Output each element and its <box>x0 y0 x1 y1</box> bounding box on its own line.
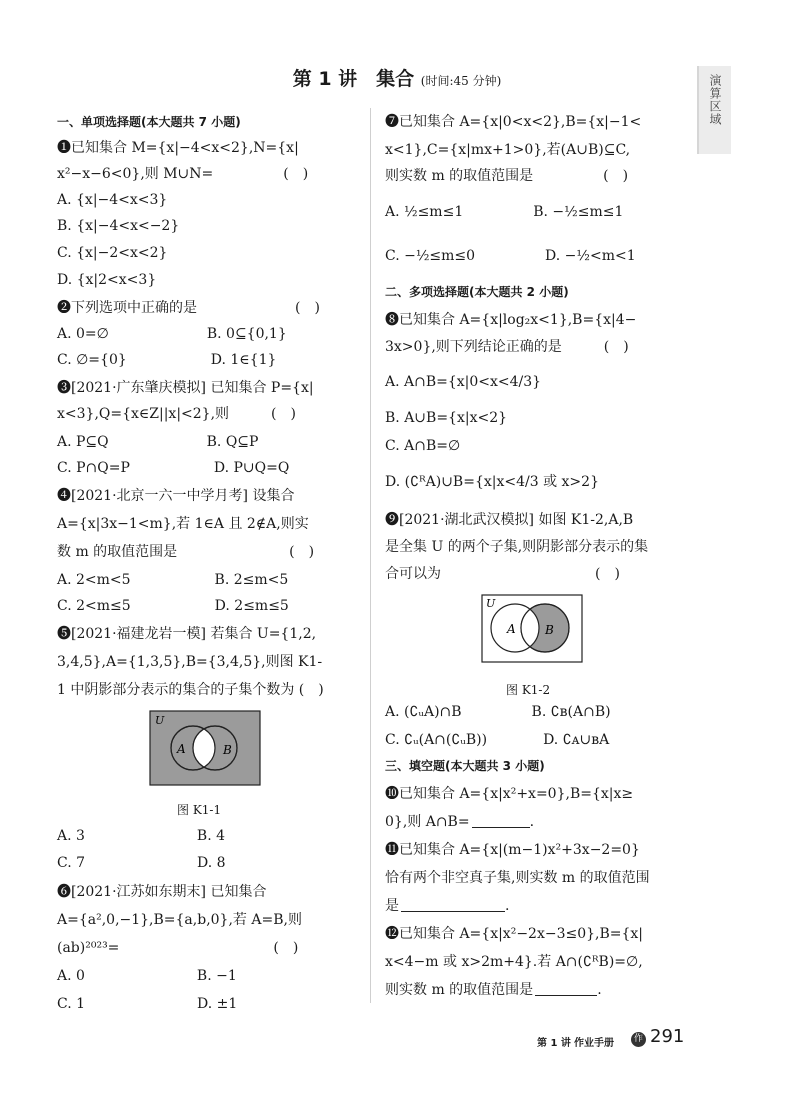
section-heading-3: 三、填空题(本大题共 3 小题) <box>385 759 545 773</box>
q5-options-cd: C. 7 D. 8 <box>57 855 226 871</box>
q6-line1: ❻[2021·江苏如东期末] 已知集合 <box>57 884 267 900</box>
q4-line2: A={x|3x−1<m},若 1∈A 且 2∉A,则实 <box>57 516 309 532</box>
label-a: A <box>177 742 186 756</box>
q9-options-cd: C. ∁ᵤ(A∩(∁ᵤB)) D. ∁ᴀ∪ʙA <box>385 732 610 748</box>
q6-options-ab: A. 0 B. −1 <box>57 968 237 984</box>
q4-options-cd: C. 2<m≤5 D. 2≤m≤5 <box>57 598 289 614</box>
q8-option-c: C. A∩B=∅ <box>385 438 461 454</box>
q10-line1: ❿已知集合 A={x|x²+x=0},B={x|x≥ <box>385 786 634 802</box>
page-title: 第 1 讲 集合 (时间:45 分钟) <box>292 68 502 90</box>
q9-line1: ❾[2021·湖北武汉模拟] 如图 K1-2,A,B <box>385 512 634 528</box>
q7-line3: 则实数 m 的取值范围是 ( ) <box>385 168 629 184</box>
q1-line1: ❶已知集合 M={x|−4<x<2},N={x| <box>57 140 299 156</box>
q5-line3: 1 中阴影部分表示的集合的子集个数为 ( ) <box>57 682 324 698</box>
label-u: U <box>486 597 496 610</box>
answer-blank[interactable] <box>472 815 530 828</box>
venn-figure-k1-1 <box>149 710 261 786</box>
q7-line1: ❼已知集合 A={x|0<x<2},B={x|−1< <box>385 114 642 130</box>
footer-lecture: 第 1 讲 <box>537 1038 571 1049</box>
q1-option-b: B. {x|−4<x<−2} <box>57 218 180 234</box>
q4-line1: ❹[2021·北京一六一中学月考] 设集合 <box>57 488 295 504</box>
q7-options-cd: C. −½≤m≤0 D. −½<m<1 <box>385 248 636 264</box>
answer-blank[interactable] <box>535 983 597 996</box>
q5-line1: ❺[2021·福建龙岩一模] 若集合 U={1,2, <box>57 626 317 642</box>
venn-figure-k1-2 <box>481 594 583 664</box>
page-subtitle: (时间:45 分钟) <box>420 74 502 88</box>
q6-line3: (ab)²⁰²³= ( ) <box>57 940 299 956</box>
label-b: B <box>223 743 232 757</box>
page-number: 291 <box>650 1026 685 1047</box>
q3-options-cd: C. P∩Q=P D. P∪Q=Q <box>57 460 290 476</box>
q10-line2: 0},则 A∩B= . <box>385 814 535 830</box>
column-divider <box>370 108 371 1003</box>
q8-line1: ❽已知集合 A={x|log₂x<1},B={x|4− <box>385 312 637 328</box>
q12-line3: 则实数 m 的取值范围是 . <box>385 982 602 998</box>
q8-option-d: D. (∁ᴿA)∪B={x|x<4/3 或 x>2} <box>385 474 599 490</box>
q4-options-ab: A. 2<m<5 B. 2≤m<5 <box>57 572 289 588</box>
q3-line1: ❸[2021·广东肇庆模拟] 已知集合 P={x| <box>57 380 314 396</box>
q11-line1: ⓫已知集合 A={x|(m−1)x²+3x−2=0} <box>385 842 640 858</box>
footer-badge: 作 <box>631 1032 646 1047</box>
answer-blank[interactable] <box>401 899 505 912</box>
figure-caption-k1-1: 图 K1-1 <box>177 803 222 817</box>
q9-line3: 合可以为 ( ) <box>385 566 620 582</box>
side-tab: 演算区域 <box>697 66 731 154</box>
q2-line1: ❷下列选项中正确的是 ( ) <box>57 300 320 316</box>
q7-line2: x<1},C={x|mx+1>0},若(A∪B)⊆C, <box>385 142 631 158</box>
q7-options-ab: A. ½≤m≤1 B. −½≤m≤1 <box>385 204 624 220</box>
q11-line3: 是 . <box>385 898 510 914</box>
q8-option-b: B. A∪B={x|x<2} <box>385 410 508 426</box>
label-u: U <box>155 714 165 727</box>
label-b: B <box>545 623 554 637</box>
q8-line2: 3x>0},则下列结论正确的是 ( ) <box>385 339 629 355</box>
q1-option-a: A. {x|−4<x<3} <box>57 192 168 208</box>
q1-option-c: C. {x|−2<x<2} <box>57 245 168 261</box>
q3-options-ab: A. P⊆Q B. Q⊆P <box>57 434 259 450</box>
q6-options-cd: C. 1 D. ±1 <box>57 996 238 1012</box>
q2-options-cd: C. ∅={0} D. 1∈{1} <box>57 352 277 368</box>
q5-options-ab: A. 3 B. 4 <box>57 828 226 844</box>
q1-line2: x²−x−6<0},则 M∪N= ( ) <box>57 166 309 182</box>
section-heading-1: 一、单项选择题(本大题共 7 小题) <box>57 115 241 129</box>
q1-option-d: D. {x|2<x<3} <box>57 272 157 288</box>
q9-options-ab: A. (∁ᵤA)∩B B. ∁ʙ(A∩B) <box>385 704 611 720</box>
q12-line1: ⓬已知集合 A={x|x²−2x−3≤0},B={x| <box>385 926 644 942</box>
q8-option-a: A. A∩B={x|0<x<4/3} <box>385 374 542 390</box>
q2-options-ab: A. 0=∅ B. 0⊆{0,1} <box>57 326 287 342</box>
figure-caption-k1-2: 图 K1-2 <box>506 683 551 697</box>
section-heading-2: 二、多项选择题(本大题共 2 小题) <box>385 285 569 299</box>
q4-line3: 数 m 的取值范围是 ( ) <box>57 544 315 560</box>
q5-line2: 3,4,5},A={1,3,5},B={3,4,5},则图 K1- <box>57 654 323 670</box>
label-a: A <box>507 622 516 636</box>
footer-book: 作业手册 <box>574 1038 614 1049</box>
q3-line2: x<3},Q={x∈Z||x|<2},则 ( ) <box>57 406 296 422</box>
q11-line2: 恰有两个非空真子集,则实数 m 的取值范围 <box>385 870 650 886</box>
q12-line2: x<4−m 或 x>2m+4}.若 A∩(∁ᴿB)=∅, <box>385 954 643 970</box>
q9-line2: 是全集 U 的两个子集,则阴影部分表示的集 <box>385 539 649 555</box>
q6-line2: A={a²,0,−1},B={a,b,0},若 A=B,则 <box>57 912 302 928</box>
